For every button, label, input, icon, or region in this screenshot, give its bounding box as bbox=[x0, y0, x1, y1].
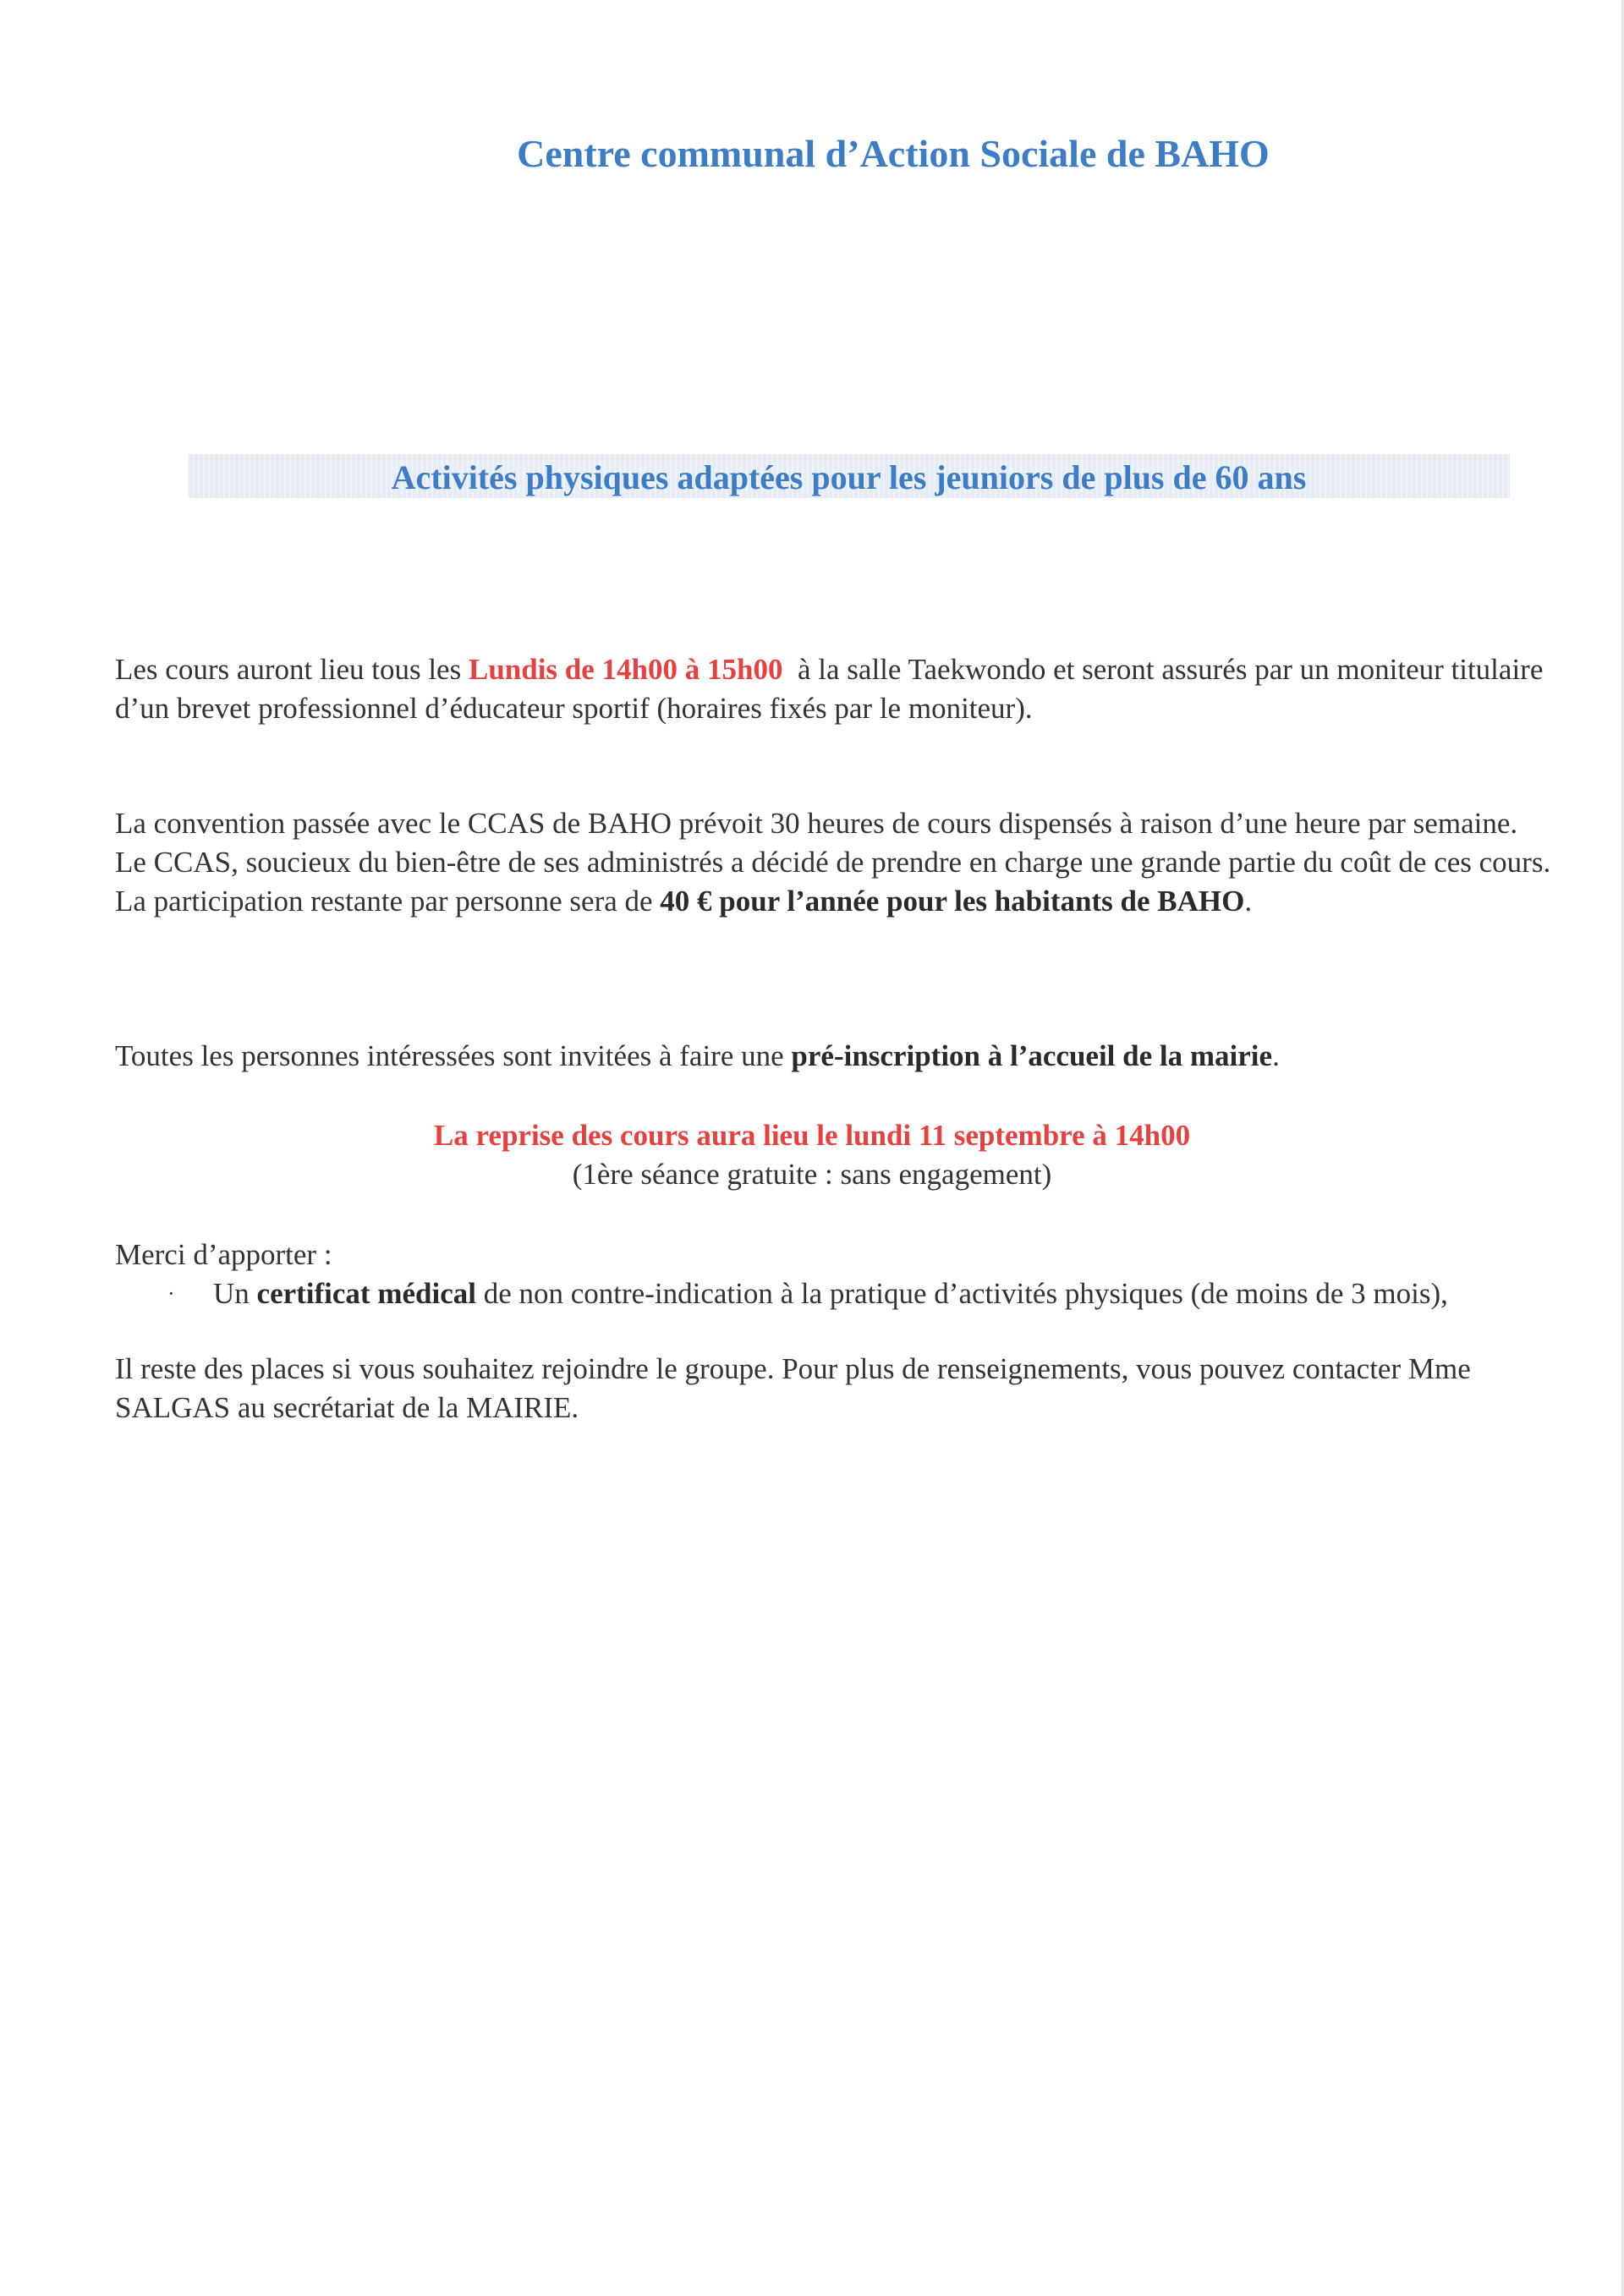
registration-place: pré-inscription à l’accueil de la mairie bbox=[791, 1039, 1273, 1072]
participation-line bbox=[115, 882, 1570, 921]
requirement-text bbox=[213, 1274, 1448, 1313]
registration-end: . bbox=[1272, 1039, 1280, 1072]
participation-intro: La participation restante par personne sera de bbox=[115, 885, 661, 918]
participation-end: . bbox=[1244, 885, 1253, 918]
requirement-details: de non contre-indication à la pratique d’activités physiques (de moins de 3 mois), bbox=[475, 1277, 1448, 1310]
announcement bbox=[0, 1116, 1624, 1194]
announcement-headline: La reprise des cours aura lieu le lundi 11 septembre à 14h00 bbox=[433, 1119, 1191, 1152]
schedule-details: à la salle Taekwondo et seront assurés par un moniteur titulaire d’un brevet professionnel d’éducateur sportif (horaires fixés par le moniteur). bbox=[115, 653, 1551, 725]
convention-paragraph bbox=[115, 804, 1570, 921]
contact-paragraph: Il reste des places si vous souhaitez rejoindre le groupe. Pour plus de renseignements, vous pouvez contacter Mme SALGAS au secrétariat de la MAIRIE. bbox=[115, 1352, 1471, 1424]
requirements-intro: Merci d’apporter : bbox=[115, 1238, 332, 1271]
requirement-document: certificat médical bbox=[256, 1277, 476, 1310]
subtitle: Activités physiques adaptées pour les jeuniors de plus de 60 ans bbox=[391, 458, 1307, 496]
page-title: Centre communal d’Action Sociale de BAHO bbox=[517, 132, 1270, 175]
registration-paragraph bbox=[115, 1037, 1570, 1076]
schedule-intro: Les cours auront lieu tous les bbox=[115, 653, 469, 686]
registration-intro: Toutes les personnes intéressées sont invitées à faire une bbox=[115, 1039, 792, 1072]
requirement-intro: Un bbox=[213, 1277, 257, 1310]
convention-line: La convention passée avec le CCAS de BAHO prévoit 30 heures de cours dispensés à raison d’une heure par semaine. bbox=[115, 807, 1518, 840]
bullet-icon: · bbox=[167, 1281, 175, 1306]
participation-amount: 40 € pour l’année pour les habitants de BAHO bbox=[660, 885, 1245, 918]
announcement-note: (1ère séance gratuite : sans engagement) bbox=[572, 1158, 1052, 1191]
schedule-paragraph bbox=[115, 650, 1570, 728]
ccas-support-line: Le CCAS, soucieux du bien-être de ses administrés a décidé de prendre en charge une grande partie du coût de ces cours. bbox=[115, 846, 1551, 879]
schedule-highlight: Lundis de 14h00 à 15h00 bbox=[468, 653, 783, 686]
